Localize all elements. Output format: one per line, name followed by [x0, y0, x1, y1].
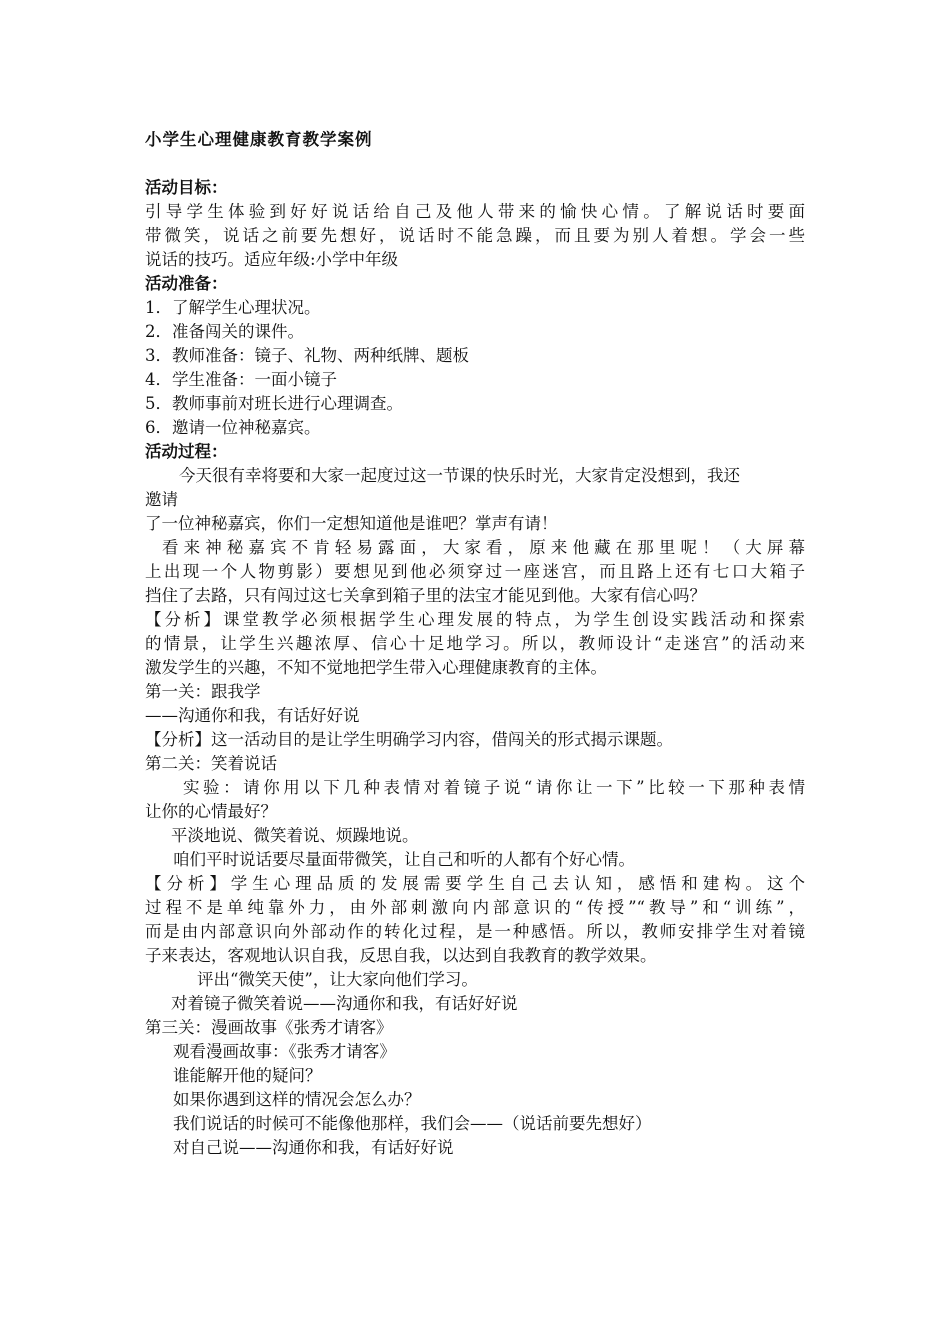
- process-line: 平淡地说、微笑着说、烦躁地说。: [171, 826, 419, 845]
- process-line: 邀请: [145, 490, 178, 509]
- analysis-line: 子来表达，客观地认识自我，反思自我，以达到自我教育的教学效果。: [145, 946, 657, 965]
- process-line: 谁能解开他的疑问？: [173, 1066, 322, 1085]
- prep-item: 3．教师准备：镜子、礼物、两种纸牌、题板: [145, 346, 469, 365]
- process-line: 让你的心情最好？: [145, 802, 277, 821]
- goal-line: 带微笑，说话之前要先想好，说话时不能急躁，而且要为别人着想。学会一些: [145, 226, 805, 245]
- process-line: 上出现一个人物剪影）要想见到他必须穿过一座迷宫，而且路上还有七口大箱子: [145, 562, 805, 581]
- document-page: [145, 128, 805, 1160]
- level-two-title: 第二关：笑着说话: [145, 754, 277, 773]
- process-line: 对自己说——沟通你和我，有话好好说: [173, 1138, 454, 1157]
- level-three-title: 第三关：漫画故事《张秀才请客》: [145, 1018, 393, 1037]
- goal-heading: 活动目标：: [145, 178, 228, 197]
- prep-item: 4．学生准备：一面小镜子: [145, 370, 337, 389]
- prep-item: 1．了解学生心理状况。: [145, 298, 321, 317]
- process-line: 评出“微笑天使”，让大家向他们学习。: [197, 970, 478, 989]
- process-line: 对着镜子微笑着说——沟通你和我，有话好好说: [171, 994, 518, 1013]
- document-title: 小学生心理健康教育教学案例: [145, 130, 373, 149]
- analysis-line: 【分析】学生心理品质的发展需要学生自己去认知，感悟和建构。这个: [145, 874, 805, 893]
- process-line: 观看漫画故事：《张秀才请客》: [173, 1042, 396, 1061]
- process-line: 我们说话的时候可不能像他那样，我们会——（说话前要先想好）: [173, 1114, 652, 1133]
- analysis-line: 激发学生的兴趣，不知不觉地把学生带入心理健康教育的主体。: [145, 658, 607, 677]
- analysis-line: 过程不是单纯靠外力，由外部刺激向内部意识的“传授”“教导”和“训练”，: [145, 898, 805, 917]
- prep-heading: 活动准备：: [145, 274, 228, 293]
- process-line: 了一位神秘嘉宾，你们一定想知道他是谁吧？掌声有请！: [145, 514, 558, 533]
- process-heading: 活动过程：: [145, 442, 228, 461]
- goal-line: 引导学生体验到好好说话给自己及他人带来的愉快心情。了解说话时要面: [145, 202, 805, 221]
- process-line: ——沟通你和我，有话好好说: [145, 706, 360, 725]
- prep-item: 2．准备闯关的课件。: [145, 322, 304, 341]
- analysis-line: 而是由内部意识向外部动作的转化过程，是一种感悟。所以，教师安排学生对着镜: [145, 922, 805, 941]
- process-line: 挡住了去路，只有闯过这七关拿到箱子里的法宝才能见到他。大家有信心吗？: [145, 586, 706, 605]
- analysis-line: 【分析】这一活动目的是让学生明确学习内容，借闯关的形式揭示课题。: [145, 730, 673, 749]
- process-line: 咱们平时说话要尽量面带微笑，让自己和听的人都有个好心情。: [173, 850, 635, 869]
- level-one-title: 第一关：跟我学: [145, 682, 261, 701]
- process-line: 今天很有幸将要和大家一起度过这一节课的快乐时光，大家肯定没想到，我还: [179, 466, 740, 485]
- analysis-line: 【分析】课堂教学必须根据学生心理发展的特点，为学生创设实践活动和探索: [145, 610, 805, 629]
- process-line: 实验：请你用以下几种表情对着镜子说“请你让一下”比较一下那种表情: [183, 778, 805, 797]
- process-line: 看来神秘嘉宾不肯轻易露面，大家看，原来他藏在那里呢！（大屏幕: [162, 538, 805, 557]
- prep-item: 5．教师事前对班长进行心理调查。: [145, 394, 403, 413]
- goal-line: 说话的技巧。适应年级:小学中年级: [145, 250, 399, 269]
- prep-item: 6．邀请一位神秘嘉宾。: [145, 418, 321, 437]
- analysis-line: 的情景，让学生兴趣浓厚、信心十足地学习。所以，教师设计“走迷宫”的活动来: [145, 634, 805, 653]
- process-line: 如果你遇到这样的情况会怎么办？: [173, 1090, 421, 1109]
